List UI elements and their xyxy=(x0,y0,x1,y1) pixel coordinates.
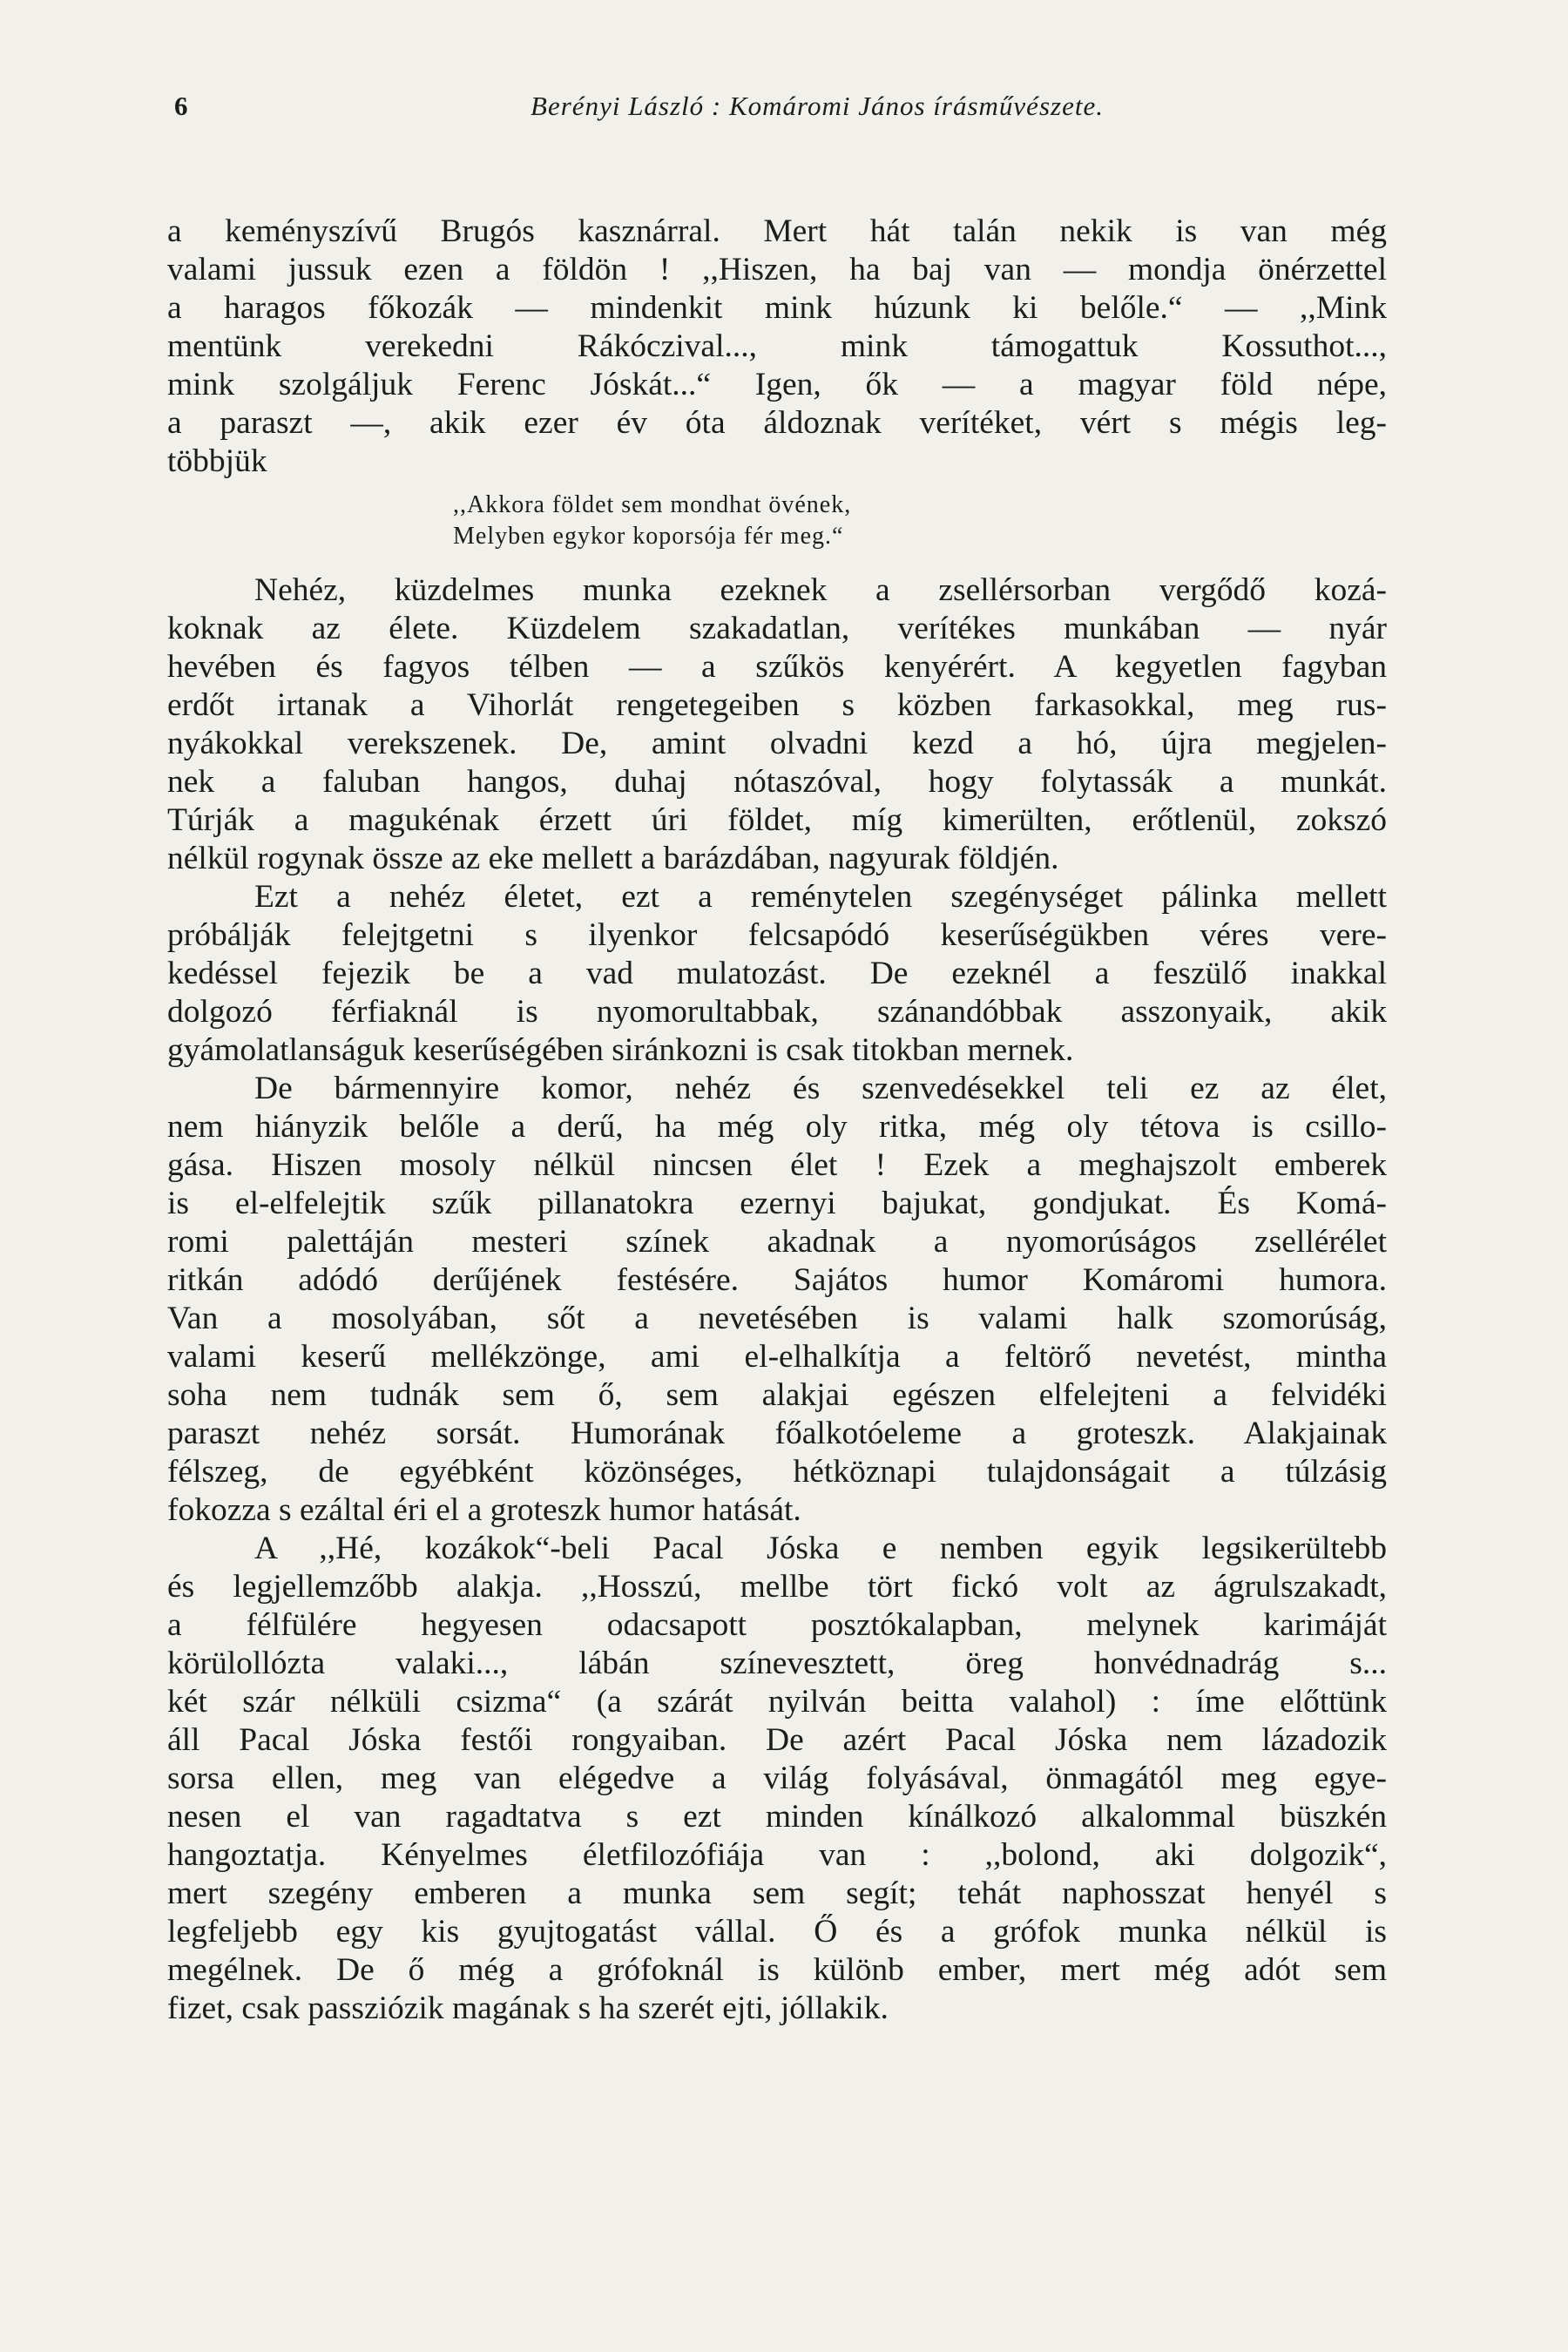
text-line: is el-elfelejtik szűk pillanatokra ezernyi bajukat, gondjukat. És Komá- xyxy=(167,1186,1387,1221)
text-line: a félfülére hegyesen odacsapott posztókalapban, melynek karimáját xyxy=(167,1607,1387,1643)
text-line: nek a faluban hangos, duhaj nótaszóval, hogy folytassák a munkát. xyxy=(167,764,1387,800)
text-line: nélkül rogynak össze az eke mellett a barázdában, nagyurak földjén. xyxy=(167,841,1059,876)
paragraph-5 xyxy=(167,1530,1387,2028)
verse-line: Melyben egykor koporsója fér meg.“ xyxy=(453,523,844,550)
text-line: erdőt irtanak a Vihorlát rengetegeiben s közben farkasokkal, meg rus- xyxy=(167,687,1387,723)
text-line: nesen el van ragadtatva s ezt minden kínálkozó alkalommal büszkén xyxy=(167,1799,1387,1835)
text-line: körülollózta valaki..., lábán színevesztett, öreg honvédnadrág s... xyxy=(167,1646,1387,1681)
text-line: valami keserű mellékzönge, ami el-elhalkítja a feltörő nevetést, mintha xyxy=(167,1339,1387,1375)
text-line: Van a mosolyában, sőt a nevetésében is valami halk szomorúság, xyxy=(167,1301,1387,1336)
text-line: De bármennyire komor, nehéz és szenvedésekkel teli ez az élet, xyxy=(254,1071,1387,1106)
text-line: többjük xyxy=(167,443,267,479)
text-line: soha nem tudnák sem ő, sem alakjai egészen elfelejteni a felvidéki xyxy=(167,1377,1387,1413)
paragraph-3 xyxy=(167,878,1387,1070)
running-title: Berényi László : Komáromi János írásművészete. xyxy=(531,91,1104,121)
text-line: nem hiányzik belőle a derű, ha még oly ritka, még oly tétova is csillo- xyxy=(167,1109,1387,1145)
page-header xyxy=(164,91,1401,129)
text-line: legfeljebb egy kis gyujtogatást vállal. Ő és a grófok munka nélkül is xyxy=(167,1914,1387,1950)
text-line: ritkán adódó derűjének festésére. Sajátos humor Komáromi humora. xyxy=(167,1262,1387,1298)
text-line: két szár nélküli csizma“ (a szárát nyilván beitta valahol) : íme előttünk xyxy=(167,1684,1387,1720)
text-line: Ezt a nehéz életet, ezt a reménytelen szegénységet pálinka mellett xyxy=(254,879,1387,915)
text-line: A ,,Hé, kozákok“-beli Pacal Jóska e nemben egyik legsikerültebb xyxy=(254,1531,1387,1566)
text-line: koknak az élete. Küzdelem szakadatlan, verítékes munkában — nyár xyxy=(167,611,1387,646)
text-line: fizet, csak passziózik magának s ha szerét ejti, jóllakik. xyxy=(167,1990,889,2026)
verse-quote xyxy=(167,490,1387,552)
text-line: mert szegény emberen a munka sem segít; tehát naphosszat henyél s xyxy=(167,1876,1387,1911)
text-line: Túrják a magukénak érzett úri földet, míg kimerülten, erőtlenül, zokszó xyxy=(167,802,1387,838)
text-line: Nehéz, küzdelmes munka ezeknek a zsellérsorban vergődő kozá- xyxy=(254,572,1387,608)
text-line: mentünk verekedni Rákóczival..., mink támogattuk Kossuthot..., xyxy=(167,328,1387,364)
verse-line: ,,Akkora földet sem mondhat övének, xyxy=(453,491,852,518)
text-line: sorsa ellen, meg van elégedve a világ folyásával, önmagától meg egye- xyxy=(167,1761,1387,1796)
text-line: mink szolgáljuk Ferenc Jóskát...“ Igen, ők — a magyar föld népe, xyxy=(167,367,1387,402)
text-line: dolgozó férfiaknál is nyomorultabbak, szánandóbbak asszonyaik, akik xyxy=(167,994,1387,1030)
text-line: a paraszt —, akik ezer év óta áldoznak verítéket, vért s mégis leg- xyxy=(167,405,1387,441)
text-line: áll Pacal Jóska festői rongyaiban. De azért Pacal Jóska nem lázadozik xyxy=(167,1722,1387,1758)
text-line: fokozza s ezáltal éri el a groteszk humor hatását. xyxy=(167,1492,801,1528)
page-number: 6 xyxy=(174,91,188,121)
text-line: gyámolatlanságuk keserűségében siránkozni is csak titokban mernek. xyxy=(167,1032,1074,1068)
text-line: megélnek. De ő még a grófoknál is különb ember, mert még adót sem xyxy=(167,1952,1387,1988)
text-line: a haragos főkozák — mindenkit mink húzunk ki belőle.“ — ,,Mink xyxy=(167,290,1387,326)
body-text xyxy=(167,213,1387,2028)
text-line: félszeg, de egyébként közönséges, hétköznapi tulajdonságait a túlzásig xyxy=(167,1454,1387,1490)
text-line: hevében és fagyos télben — a szűkös kenyérért. A kegyetlen fagyban xyxy=(167,649,1387,685)
paragraph-1 xyxy=(167,213,1387,481)
text-line: valami jussuk ezen a földön ! ,,Hiszen, ha baj van — mondja önérzettel xyxy=(167,252,1387,287)
text-line: a keményszívű Brugós kasznárral. Mert hát talán nekik is van még xyxy=(167,213,1387,249)
text-line: kedéssel fejezik be a vad mulatozást. De ezeknél a feszülő inakkal xyxy=(167,956,1387,991)
text-line: romi palettáján mesteri színek akadnak a nyomorúságos zsellérélet xyxy=(167,1224,1387,1260)
text-line: nyákokkal verekszenek. De, amint olvadni kezd a hó, újra megjelen- xyxy=(167,726,1387,761)
text-line: próbálják felejtgetni s ilyenkor felcsapódó keserűségükben véres vere- xyxy=(167,917,1387,953)
text-line: és legjellemzőbb alakja. ,,Hosszú, mellbe tört fickó volt az ágrulszakadt, xyxy=(167,1569,1387,1605)
text-line: gása. Hiszen mosoly nélkül nincsen élet ! Ezek a meghajszolt emberek xyxy=(167,1147,1387,1183)
paragraph-2 xyxy=(167,571,1387,878)
paragraph-4 xyxy=(167,1070,1387,1530)
text-line: hangoztatja. Kényelmes életfilozófiája van : ,,bolond, aki dolgozik“, xyxy=(167,1837,1387,1873)
text-line: paraszt nehéz sorsát. Humorának főalkotóeleme a groteszk. Alakjainak xyxy=(167,1416,1387,1451)
